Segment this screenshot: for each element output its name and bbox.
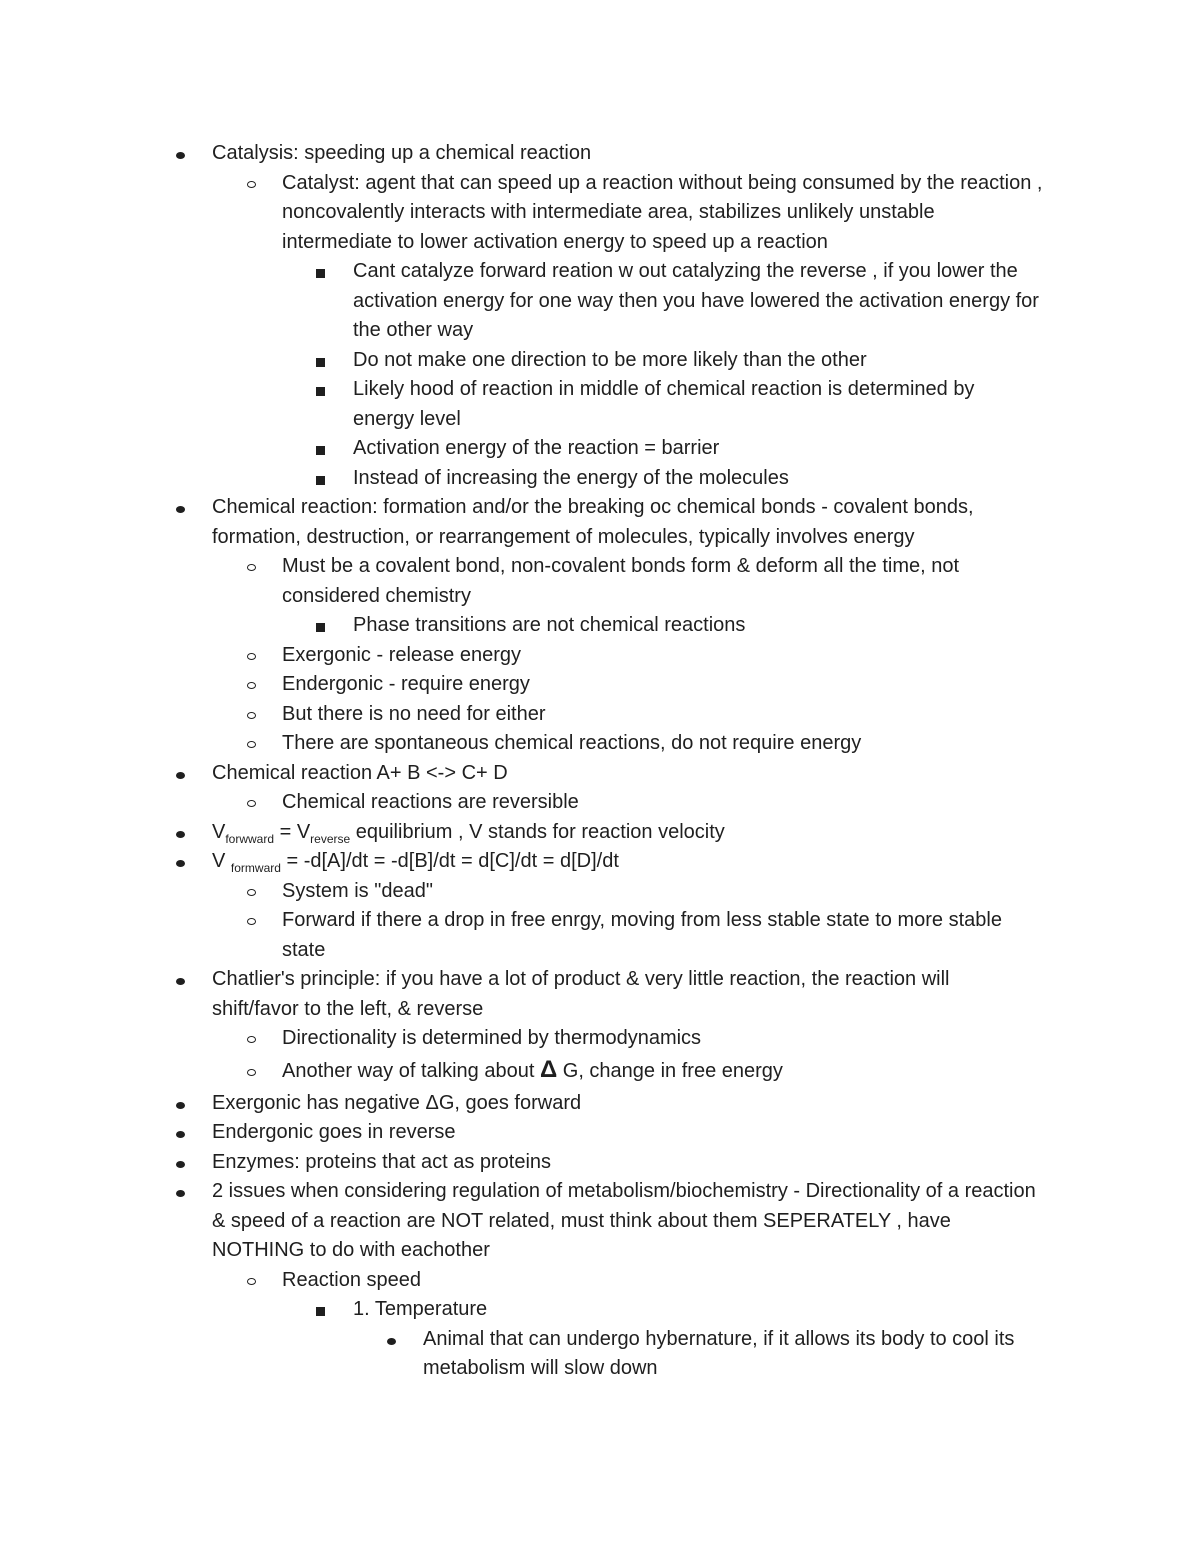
- circle-bullet-icon: [247, 1069, 256, 1076]
- item-text: Endergonic goes in reverse: [212, 1121, 456, 1143]
- disc-bullet-icon: [176, 1161, 185, 1168]
- item-text: Chemical reactions are reversible: [282, 791, 579, 813]
- list-item: [0, 847, 1200, 877]
- list-item: [0, 818, 1200, 848]
- list-item: [0, 464, 1200, 494]
- list-item: [0, 641, 1200, 671]
- item-text: Likely hood of reaction in middle of chemical reaction is determined by energy level: [353, 378, 975, 430]
- list-item: [0, 375, 1200, 434]
- square-bullet-icon: [316, 387, 325, 396]
- item-text: Catalysis: speeding up a chemical reaction: [212, 142, 592, 164]
- velocity-symbol: V: [212, 820, 226, 843]
- disc-bullet-icon: [176, 506, 185, 513]
- equilibrium-text: [212, 818, 1040, 848]
- list-item: [0, 1148, 1200, 1178]
- square-bullet-icon: [316, 446, 325, 455]
- equilibrium-description: equilibrium , V stands for reaction velocity: [350, 820, 725, 843]
- circle-bullet-icon: [247, 889, 256, 896]
- reverse-subscript: reverse: [310, 831, 351, 846]
- item-text: Enzymes: proteins that act as proteins: [212, 1150, 552, 1173]
- circle-bullet-icon: [247, 181, 256, 188]
- square-bullet-icon: [316, 269, 325, 278]
- disc-bullet-icon: [176, 1102, 185, 1109]
- item-text: Phase transitions are not chemical reactions: [353, 614, 746, 636]
- forward-subscript: formward: [230, 861, 281, 875]
- list-item: [0, 1177, 1200, 1266]
- free-energy-text: [282, 1054, 1050, 1089]
- notes-list: [0, 139, 1200, 1384]
- list-item: [0, 788, 1200, 818]
- another-way-suffix: G, change in free energy: [557, 1059, 783, 1082]
- list-item: [0, 1325, 1200, 1384]
- rate-expression: = -d[A]/dt = -d[B]/dt = d[C]/dt = d[D]/dt: [280, 850, 619, 872]
- velocity-symbol: V: [212, 850, 231, 872]
- disc-bullet-icon: [176, 1190, 185, 1197]
- item-text: Cant catalyze forward reation w out catalyzing the reverse , if you lower the activation energy for one way then you have lowered the activation energy for the other way: [353, 260, 1039, 341]
- item-text: Chemical reaction: formation and/or the breaking oc chemical bonds - covalent bonds, formation, destruction, or rearrangement of molecules, typically involves energy: [212, 496, 974, 548]
- disc-bullet-icon: [176, 772, 185, 779]
- list-item: [0, 906, 1200, 965]
- item-text: Must be a covalent bond, non-covalent bonds form & deform all the time, not considered chemistry: [282, 555, 960, 607]
- list-item: [0, 1089, 1200, 1119]
- circle-bullet-icon: [247, 682, 256, 689]
- list-item: [0, 1266, 1200, 1296]
- list-item: [0, 552, 1200, 611]
- list-item: [0, 729, 1200, 759]
- list-item: [0, 139, 1200, 169]
- equals-velocity: = V: [274, 820, 311, 843]
- list-item: [0, 257, 1200, 346]
- list-item: [0, 877, 1200, 907]
- item-text: Do not make one direction to be more likely than the other: [353, 348, 867, 371]
- circle-bullet-icon: [247, 800, 256, 807]
- delta-symbol: Δ: [539, 1055, 558, 1083]
- disc-bullet-icon: [387, 1338, 396, 1345]
- circle-bullet-icon: [247, 741, 256, 748]
- list-item: [0, 169, 1200, 258]
- circle-bullet-icon: [247, 653, 256, 660]
- square-bullet-icon: [316, 358, 325, 367]
- item-text: There are spontaneous chemical reactions, do not require energy: [282, 732, 862, 754]
- item-text: Exergonic - release energy: [282, 643, 522, 666]
- item-text: 1. Temperature: [353, 1298, 488, 1320]
- item-text: Chatlier's principle: if you have a lot of product & very little reaction, the reaction will shift/favor to the left, & reverse: [212, 968, 950, 1020]
- list-item: [0, 670, 1200, 700]
- list-item: [0, 759, 1200, 789]
- circle-bullet-icon: [247, 712, 256, 719]
- item-text: Endergonic - require energy: [282, 673, 530, 695]
- disc-bullet-icon: [176, 978, 185, 985]
- square-bullet-icon: [316, 1307, 325, 1316]
- circle-bullet-icon: [247, 1278, 256, 1285]
- item-text: Reaction speed: [282, 1268, 421, 1291]
- item-text: Directionality is determined by thermodynamics: [282, 1027, 702, 1049]
- list-item: [0, 346, 1200, 376]
- item-text: 2 issues when considering regulation of metabolism/biochemistry - Directionality of a reaction & speed of a reaction are NOT related, must think about them SEPERATELY , have NOTHING to do with eachother: [212, 1180, 1036, 1261]
- list-item: [0, 1118, 1200, 1148]
- item-text: Exergonic has negative ΔG, goes forward: [212, 1091, 582, 1114]
- circle-bullet-icon: [247, 1036, 256, 1043]
- item-text: Animal that can undergo hybernature, if it allows its body to cool its metabolism will slow down: [423, 1327, 1015, 1379]
- item-text: Instead of increasing the energy of the molecules: [353, 466, 789, 489]
- item-text: System is "dead": [282, 879, 433, 902]
- disc-bullet-icon: [176, 831, 185, 838]
- list-item: [0, 611, 1200, 641]
- list-item: [0, 1295, 1200, 1325]
- list-item: [0, 434, 1200, 464]
- disc-bullet-icon: [176, 152, 185, 159]
- list-item: [0, 1054, 1200, 1089]
- item-text: Catalyst: agent that can speed up a reaction without being consumed by the reaction , noncovalently interacts with intermediate area, stabilizes unlikely unstable intermediate to lower activation energy to speed up a reaction: [282, 171, 1043, 253]
- disc-bullet-icon: [176, 1131, 185, 1138]
- list-item: [0, 700, 1200, 730]
- rate-equation-text: [212, 847, 1040, 877]
- list-item: [0, 965, 1200, 1024]
- circle-bullet-icon: [247, 918, 256, 925]
- list-item: [0, 493, 1200, 552]
- list-item: [0, 1024, 1200, 1054]
- circle-bullet-icon: [247, 564, 256, 571]
- item-text: Forward if there a drop in free enrgy, moving from less stable state to more stable state: [282, 909, 1002, 961]
- another-way-prefix: Another way of talking about: [282, 1059, 540, 1082]
- forward-subscript: forwward: [225, 831, 275, 846]
- item-text: Activation energy of the reaction = barrier: [353, 437, 720, 459]
- square-bullet-icon: [316, 623, 325, 632]
- square-bullet-icon: [316, 476, 325, 485]
- item-text: But there is no need for either: [282, 702, 546, 725]
- item-text: Chemical reaction A+ B <-> C+ D: [212, 761, 508, 784]
- disc-bullet-icon: [176, 860, 185, 867]
